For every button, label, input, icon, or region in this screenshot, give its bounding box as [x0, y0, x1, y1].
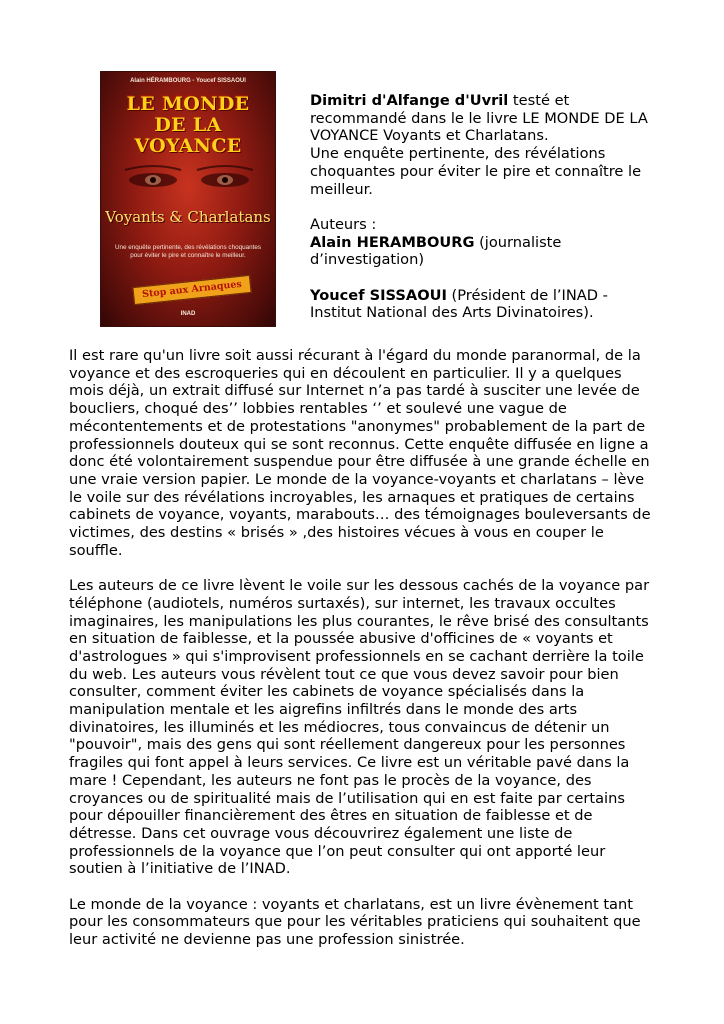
author-2-role: (Président de l’INAD - Institut National des Arts Divinatoires).	[310, 286, 608, 322]
intro-lead-text: testé et recommandé dans le le livre LE MONDE DE LA VOYANCE Voyants et Charlatans.	[310, 92, 648, 145]
author-1-name: Alain HERAMBOURG	[310, 233, 475, 251]
author-2-name: Youcef SISSAOUI	[310, 286, 447, 304]
cover-title-line2: DE LA VOYANCE	[134, 114, 242, 157]
cover-stamp: Stop aux Arnaques	[132, 275, 251, 305]
paragraph: Les auteurs de ce livre lèvent le voile sur les dessous cachés de la voyance par téléphone (audiotels, numéros surtaxés), sur internet, les travaux occultes imaginaires, les manipulations les plus courantes, le rêve brisé des consultants en situation de faiblesse, et la poussée abusive d'officines de « voyants et d'astrologues » qui s'improvisent professionnels en se cachant derrière la toile du web. Les auteurs vous révèlent tout ce que vous devez savoir pour bien consulter, comment éviter les cabinets de voyance spécialisés dans la manipulation mentale et les aigrefins infiltrés dans le monde des arts divinatoires, les illuminés et les médiocres, tous convaincus de détenir un "pouvoir", mais des gens qui sont réellement dangereux pour les personnes fragiles qui font appel à leurs services. Ce livre est un véritable pavé dans la mare ! Cependant, les auteurs ne font pas le procès de la voyance, des croyances ou de spiritualité mais de l’utilisation qui en est faite par certains pour dépouiller financièrement des êtres en situation de faiblesse et de détresse. Dans cet ouvrage vous découvrirez également une liste de professionnels de la voyance que l’on peut consulter qui ont apporté leur soutien à l’initiative de l’INAD.	[69, 577, 650, 878]
intro-lead-name: Dimitri d'Alfange d'Uvril	[310, 92, 509, 109]
cover-title	[101, 94, 275, 157]
author-1-role: (journaliste d’investigation)	[310, 233, 562, 269]
intro-summary: Une enquête pertinente, des révélations choquantes pour éviter le pire et connaître le meilleur.	[310, 145, 642, 198]
author-2	[310, 287, 660, 322]
intro-lead	[310, 92, 660, 145]
authors-label: Auteurs :	[310, 215, 377, 233]
cover-subtitle: Voyants & Charlatans	[105, 208, 271, 226]
cover-title-line1: LE MONDE	[126, 93, 250, 115]
article-body	[69, 347, 659, 967]
author-1	[310, 234, 660, 269]
paragraph: Le monde de la voyance : voyants et charlatans, est un livre évènement tant pour les consommateurs que pour les véritables praticiens qui souhaitent que leur activité ne devienne pas une profession sinistrée.	[69, 895, 641, 949]
cover-authors: Alain HÉRAMBOURG - Youcef SISSAOUI	[130, 78, 246, 84]
book-intro	[310, 92, 660, 322]
cover-eyes-illustration	[101, 160, 276, 200]
cover-tagline: Une enquête pertinente, des révélations choquantes pour éviter le pire et connaître le meilleur.	[115, 244, 261, 259]
paragraph: Il est rare qu'un livre soit aussi récurant à l'égard du monde paranormal, de la voyance et des escroqueries qui en découlent en particulier. Il y a quelques mois déjà, un extrait diffusé sur Internet n’a pas tardé à susciter une levée de boucliers, choqué des’’ lobbies rentables ‘’ et soulevé une vague de mécontentements et de protestations "anonymes" probablement de la part de professionnels douteux qui se sont reconnus. Cette enquête diffusée en ligne a donc été volontairement suspendue pour être diffusée à une grande échelle en une vraie version papier. Le monde de la voyance-voyants et charlatans – lève le voile sur des révélations incroyables, les arnaques et pratiques de certains cabinets de voyance, voyants, marabouts… des témoignages bouleversants de victimes, des destins « brisés » ,des histoires vécues à vous en couper le souffle.	[69, 347, 651, 559]
book-cover-image	[100, 71, 276, 327]
cover-publisher: INAD	[180, 311, 196, 317]
